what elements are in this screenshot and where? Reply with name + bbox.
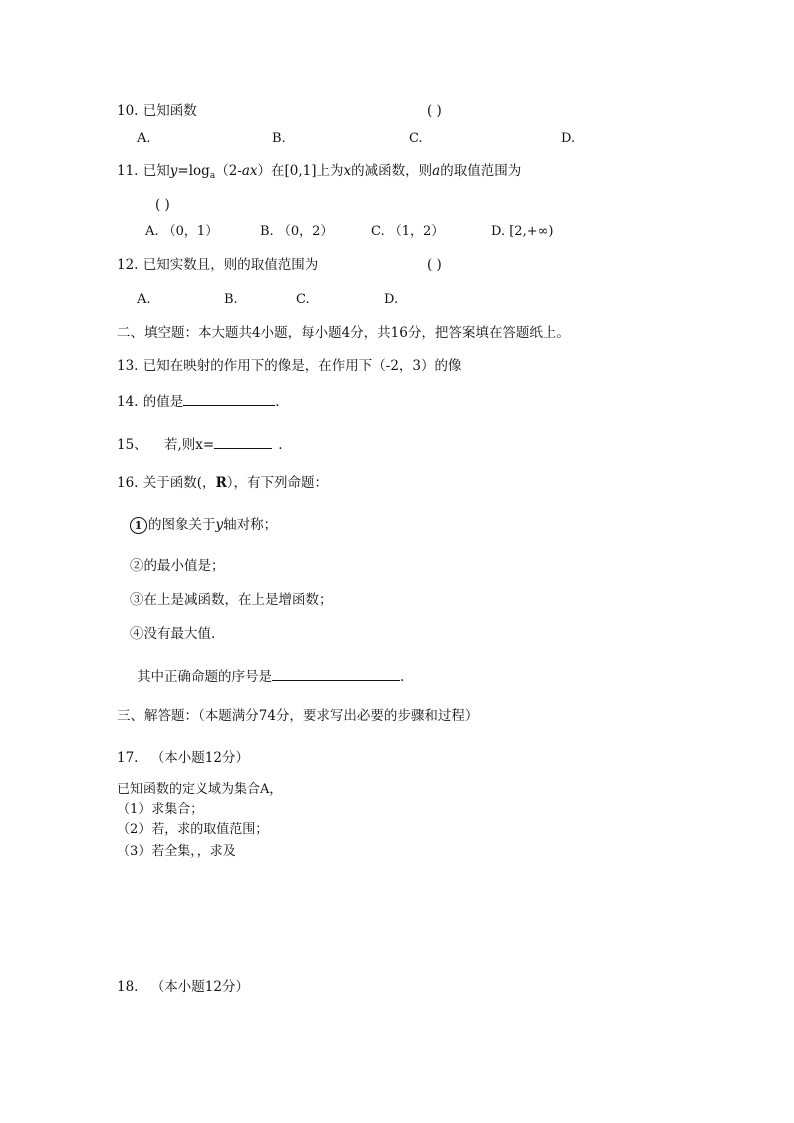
option-a: A. （0，1） bbox=[145, 224, 219, 239]
statement-4 bbox=[130, 625, 215, 643]
question-number: 13. bbox=[117, 358, 139, 374]
set-R: R bbox=[215, 475, 227, 491]
question-text-mid2: 的减函数，则 bbox=[351, 163, 433, 179]
circled-number-4: ④ bbox=[130, 626, 144, 642]
expr-open: （2- bbox=[215, 163, 242, 179]
question-11 bbox=[117, 162, 521, 185]
circled-number-2: ② bbox=[130, 558, 144, 574]
question-number: 12. bbox=[117, 257, 139, 273]
question-text: 若,则x= bbox=[163, 437, 215, 453]
question-14 bbox=[117, 391, 280, 411]
option-d: D. bbox=[384, 292, 399, 307]
option-c: C. bbox=[409, 131, 423, 146]
option-a: A. bbox=[137, 292, 151, 307]
question-text: 已知在映射的作用下的像是，在作用下（-2，3）的像 bbox=[142, 358, 462, 374]
question-17 bbox=[117, 749, 249, 767]
question-number: 15、 bbox=[117, 437, 148, 453]
variable-x: x bbox=[343, 163, 352, 179]
question-score: （本小题12分） bbox=[150, 750, 249, 766]
question-10 bbox=[117, 102, 197, 120]
question-13 bbox=[117, 357, 462, 375]
question-number: 10. bbox=[117, 103, 139, 119]
statement-3 bbox=[130, 591, 333, 609]
question-text: 已知函数 bbox=[142, 103, 197, 119]
statement-text-pre: 的图象关于 bbox=[148, 517, 216, 533]
option-b: B. bbox=[272, 131, 286, 146]
log-text: =log bbox=[177, 163, 210, 179]
log-base: a bbox=[209, 171, 216, 181]
question-17-stem: 已知函数的定义域为集合A， bbox=[117, 782, 283, 797]
option-d: D. [2,+∞) bbox=[491, 224, 554, 239]
statement-text: 在上是减函数，在上是增函数； bbox=[143, 592, 333, 608]
question-text-b: ），有下列命题： bbox=[226, 475, 329, 491]
question-16 bbox=[117, 474, 328, 492]
statement-text: 没有最大值. bbox=[143, 626, 216, 642]
expr-close: ） bbox=[257, 163, 272, 179]
question-text: 的值是 bbox=[142, 394, 184, 410]
answer-prompt bbox=[137, 666, 404, 686]
question-18 bbox=[117, 978, 249, 996]
option-d: D. bbox=[561, 131, 576, 146]
question-12 bbox=[117, 256, 318, 274]
variable-ax: ax bbox=[241, 163, 258, 179]
question-score: （本小题12分） bbox=[150, 979, 249, 995]
answer-blank[interactable] bbox=[183, 391, 275, 406]
question-number: 11. bbox=[117, 163, 139, 179]
period: . bbox=[275, 394, 280, 410]
variable-y: y bbox=[169, 163, 178, 179]
section-2-heading: 二、填空题：本大题共4小题，每小题4分，共16分，把答案填在答题纸上。 bbox=[117, 325, 570, 341]
statement-text-post: 轴对称； bbox=[223, 517, 278, 533]
period: . bbox=[400, 669, 405, 685]
circled-number-1: 1 bbox=[130, 517, 147, 534]
question-text: 已知实数且，则的取值范围为 bbox=[142, 257, 319, 273]
option-b: B. （0，2） bbox=[260, 224, 334, 239]
period: . bbox=[278, 437, 283, 453]
question-text-a: 关于函数(， bbox=[142, 475, 216, 491]
question-text-prefix: 已知 bbox=[142, 163, 170, 179]
question-number: 16. bbox=[117, 475, 139, 491]
option-b: B. bbox=[224, 292, 238, 307]
question-text-mid: 在[0,1]上为 bbox=[271, 163, 344, 179]
answer-paren: ( ) bbox=[427, 103, 442, 119]
option-c: C. （1，2） bbox=[371, 224, 445, 239]
option-a: A. bbox=[137, 131, 151, 146]
statement-text: 的最小值是； bbox=[143, 558, 225, 574]
answer-paren: ( ) bbox=[427, 257, 442, 273]
section-3-heading: 三、解答题：（本题满分74分，要求写出必要的步骤和过程） bbox=[117, 708, 479, 724]
question-17-part-2: （2）若，求的取值范围； bbox=[117, 822, 269, 837]
statement-1 bbox=[130, 516, 277, 534]
question-number: 18. bbox=[117, 979, 139, 995]
answer-prompt-text: 其中正确命题的序号是 bbox=[137, 669, 272, 685]
answer-blank[interactable] bbox=[272, 666, 400, 681]
answer-blank[interactable] bbox=[214, 434, 272, 449]
variable-a: a bbox=[432, 163, 441, 179]
question-number: 14. bbox=[117, 394, 139, 410]
question-number: 17. bbox=[117, 750, 139, 766]
question-15 bbox=[117, 434, 283, 454]
question-text-suffix: 的取值范围为 bbox=[440, 163, 522, 179]
question-17-part-1: （1）求集合； bbox=[117, 802, 204, 817]
option-c: C. bbox=[296, 292, 310, 307]
statement-2 bbox=[130, 557, 225, 575]
question-17-part-3: （3）若全集，，求及 bbox=[117, 844, 236, 859]
circled-number-3: ③ bbox=[130, 592, 144, 608]
variable-y: y bbox=[215, 517, 224, 533]
answer-paren: ( ) bbox=[155, 197, 170, 213]
